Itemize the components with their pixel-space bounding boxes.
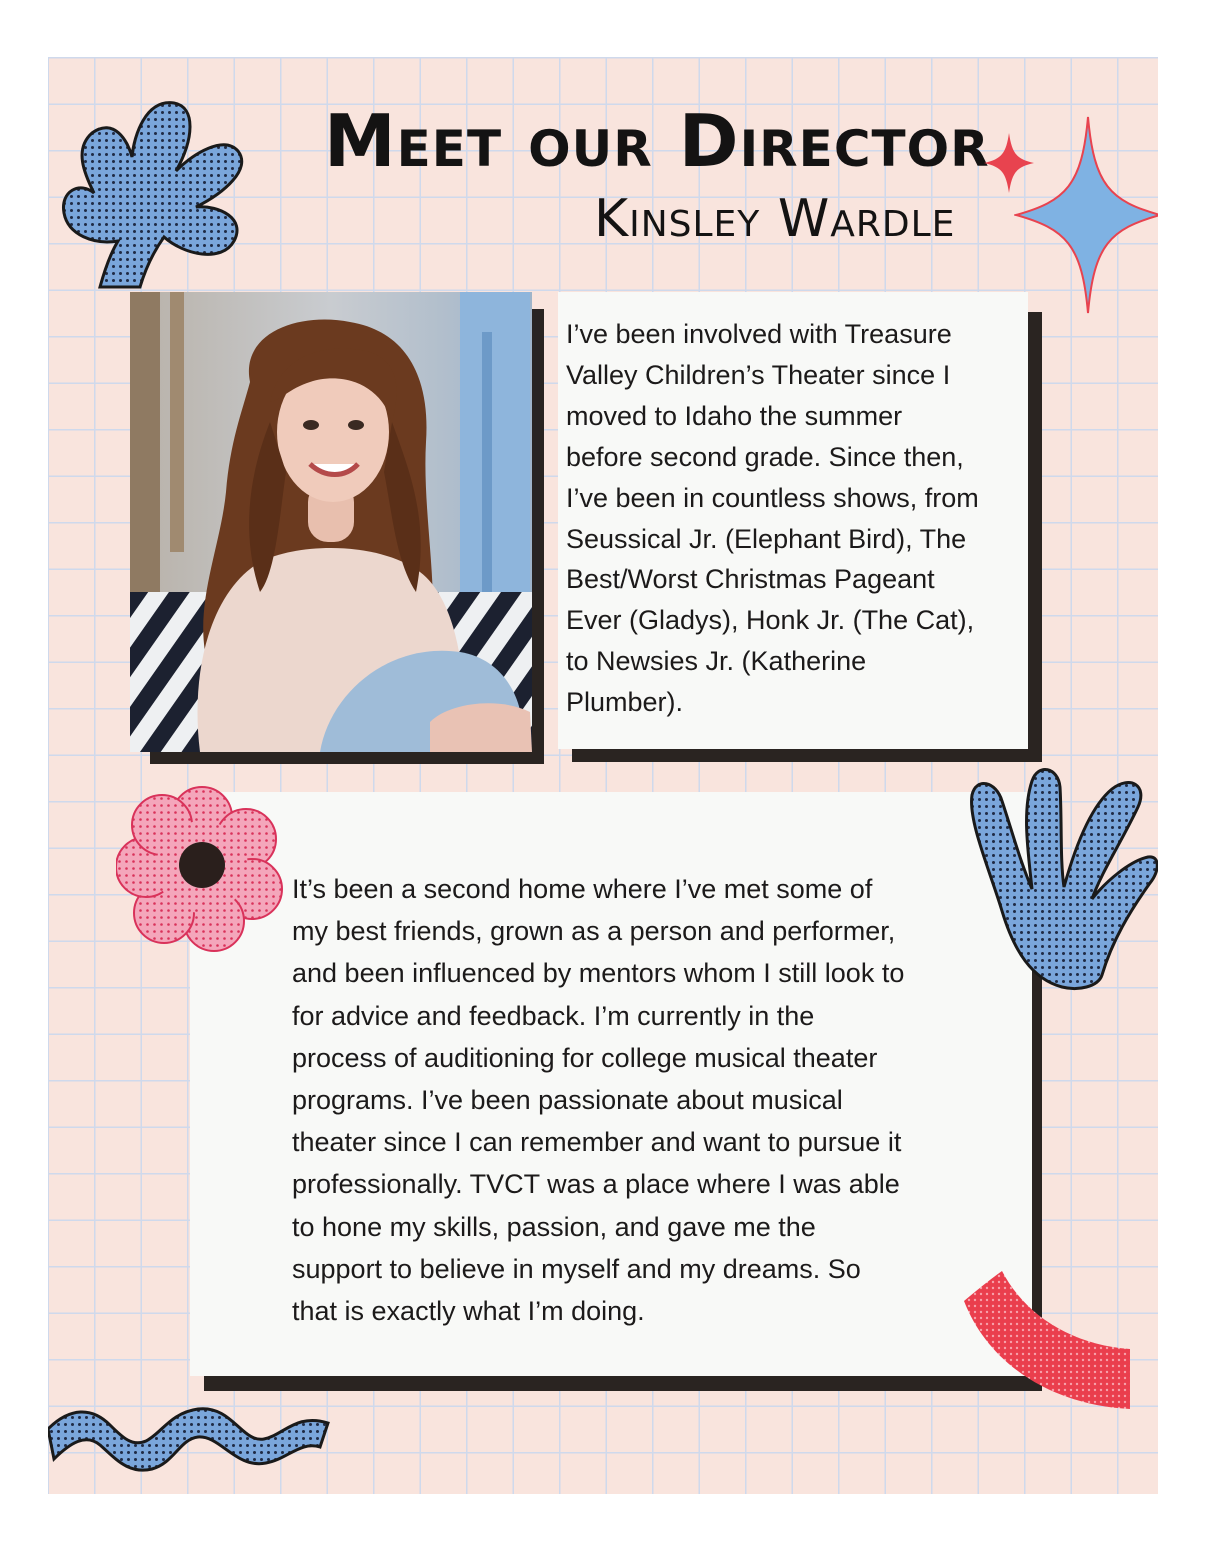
director-photo xyxy=(130,292,532,752)
blue-sparkle-icon xyxy=(1014,115,1158,315)
pink-flower-icon xyxy=(116,781,288,953)
red-arc-decoration xyxy=(954,1267,1134,1413)
bio-card-bottom xyxy=(190,792,1032,1376)
page-title: Meet our Director xyxy=(324,99,990,183)
blue-hand-decoration xyxy=(962,761,1158,993)
flyer-page xyxy=(48,57,1158,1494)
director-name: Kinsley Wardle xyxy=(594,189,956,249)
blue-leaf-decoration xyxy=(54,95,254,295)
blue-wave-decoration xyxy=(48,1393,332,1493)
bio-card-top xyxy=(558,292,1028,749)
bio-paragraph-2: It’s been a second home where I’ve met some of my best friends, grown as a person and performer, and been influenced by mentors whom I still look to for advice and feedback. I’m currently in the process of auditioning for college musical theater programs. I’ve been passionate about musical theater since I can remember and want to pursue it professionally. TVCT was a place where I was able to hone my skills, passion, and gave me the support to believe in myself and my dreams. So that is exactly what I’m doing. xyxy=(292,874,905,1327)
bio-paragraph-1: I’ve been involved with Treasure Valley Children’s Theater since I moved to Idaho the summer before second grade. Since then, I’ve been in countless shows, from Seussical Jr. (Elephant Bird), The Best/Worst Christmas Pageant Ever (Gladys), Honk Jr. (The Cat), to Newsies Jr. (Katherine Plumber). xyxy=(566,319,979,718)
